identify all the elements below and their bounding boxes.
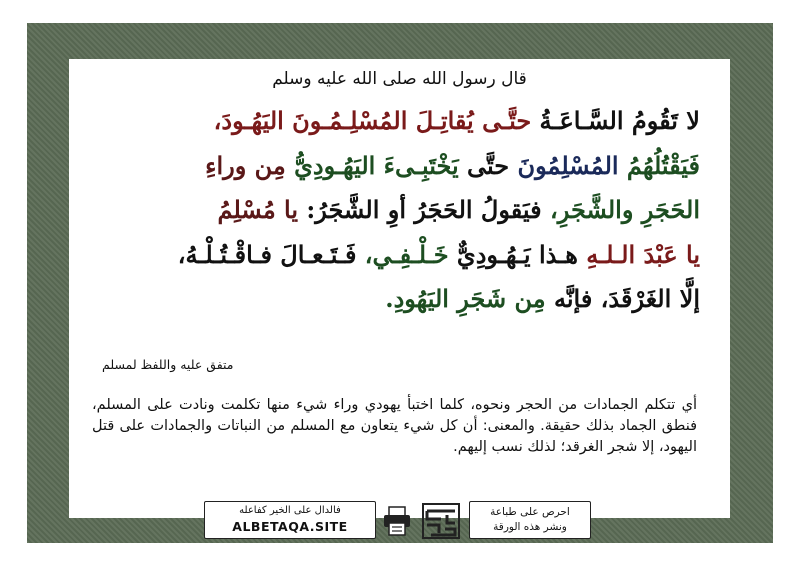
site-tagline: فالدال على الخير كفاعله (239, 505, 341, 516)
hadith-source: متفق عليه واللفظ لمسلم (102, 357, 234, 372)
footer (69, 501, 730, 541)
hadith-line (95, 144, 700, 189)
print-line-1: احرص على طباعة (490, 506, 570, 518)
site-url: ALBETAQA.SITE (232, 519, 348, 534)
hadith-segment: حتَّى (458, 150, 510, 180)
hadith-segment: فَيَقْتُلُهُمُ (618, 150, 700, 180)
card-header: قال رسول الله صلى الله عليه وسلم (272, 69, 527, 89)
hadith-segment: حتَّـى يُقاتِـلَ (407, 106, 532, 135)
card (69, 59, 730, 534)
hadith-segment: المُسْلِمُونَ (509, 150, 619, 180)
hadith-line (95, 277, 700, 322)
print-line-2: ونشر هذه الورقة (493, 521, 567, 533)
hadith-segment: لا تَقُومُ السَّـاعَـةُ (531, 106, 700, 135)
hadith-segment: يا مُسْلِمُ (217, 195, 299, 224)
hadith-segment: فَـتَـعـالَ فـاقْـتُـلْـهُ، (177, 239, 357, 269)
dawiya-logo-icon (421, 501, 461, 541)
hadith-segment: مِن وراءِ (205, 150, 286, 180)
explanation-text: أي تتكلم الجمادات من الحجر ونحوه، كلما اختبأ يهودي وراء شيء منها تكلمت ونادت على المسلم، فنطق الجماد بذلك حقيقة. والمعنى: أن كل شيء يتعاون مع المسلم من النباتات والجمادات على قتل اليهود، إلا شجر الغرقد؛ لذلك نسب إليهم. (92, 397, 697, 455)
hadith-line (95, 233, 700, 278)
site-box (204, 501, 376, 539)
hadith-segment: هـذا يَـهُـودِيٌّ (448, 239, 578, 269)
hadith-segment: فيَقولُ الحَجَرُ أوِ الشَّجَرُ: (298, 195, 542, 224)
hadith-segment: اليَهُـودَ، (213, 106, 284, 135)
printer-icon (381, 505, 413, 537)
hadith-line (95, 188, 700, 233)
hadith-segment: يا عَبْدَ الـلـهِ (577, 239, 700, 269)
hadith-segment: مِن شَجَرِ اليَهُودِ. (385, 284, 546, 313)
hadith-segment: إلَّا الغَرْقَدَ، (592, 284, 700, 313)
hadith-text (95, 99, 700, 322)
hadith-segment: الحَجَرِ والشَّجَرِ، (541, 195, 700, 224)
hadith-segment: يَخْتَبِـىءَ اليَهُـودِيُّ (285, 150, 459, 180)
hadith-line (95, 99, 700, 144)
hadith-segment: فإنَّه (545, 284, 593, 313)
print-box (469, 501, 591, 539)
hadith-segment: خَـلْـفِـي، (356, 239, 449, 269)
hadith-segment: المُسْلِـمُـونَ (283, 106, 408, 135)
